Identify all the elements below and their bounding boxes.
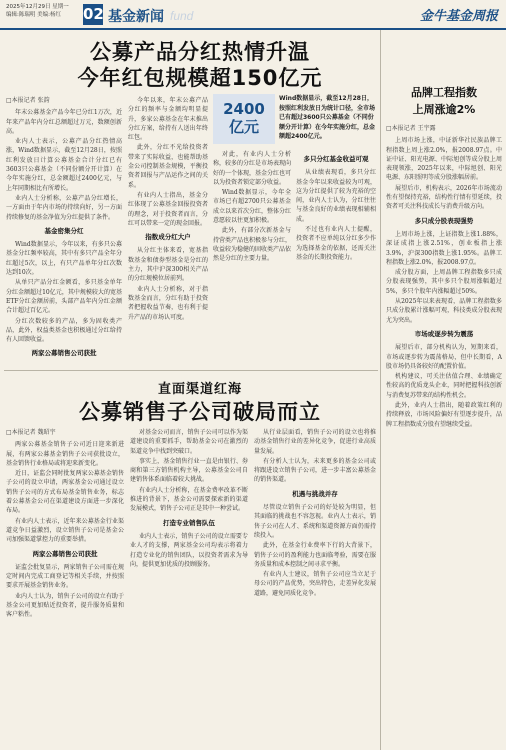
article1-column-3 <box>213 150 291 366</box>
paragraph: 上周市场上涨，上证指数上涨1.88%，深证成指上涨2.51%，创业板指上涨3.9%，沪深300指数上涨1.95%。品牌工程指数上涨2.0%，报2008.97点。 <box>386 230 502 266</box>
sidebar-body <box>386 124 502 746</box>
paragraph: 从分红主体来看，宽基指数基金和债券型基金是分红的主力，其中沪深300相关产品的分红规模位居前列。 <box>128 247 208 283</box>
subheading: 机遇与挑战并存 <box>292 489 338 498</box>
paragraph: 对此，有业内人士分析称，较多的分红是市场表现向好的一个体现，基金分红也可以为投资者锁定部分收益。 <box>213 151 291 186</box>
subheading: 指数成分红大户 <box>145 233 191 242</box>
paragraph: 今年以来，年末公募产品分红的频率与金额均明显提升，多家公募基金在年末推出分红方案，给持有人送出年终红包。 <box>128 97 208 142</box>
paragraph: 从行业层面看，销售子公司的设立也将推动基金销售行业的差异化竞争，促进行业高质量发展。 <box>254 429 376 455</box>
sidebar-title-line1: 品牌工程指数 <box>411 86 477 99</box>
article1-byline: □本报记者 张韵 <box>6 97 50 104</box>
subheading: 两家公募销售公司获批 <box>31 349 97 358</box>
section-title: 基金新闻 <box>108 9 164 25</box>
stat-highlight-box <box>213 94 275 144</box>
paragraph: 展望后市，部分机构认为，短期来看，市场或逐步转为震荡格局，但中长期看，A股市场仍具备较好的配置价值。 <box>386 344 502 370</box>
paragraph: 分红次数较多的产品，多为固收类产品，此外，权益类基金也积极通过分红给持有人回馈收益。 <box>6 317 122 344</box>
article2-headline-line1: 直面渠道红海 <box>157 382 242 397</box>
article1-column-4 <box>296 150 376 366</box>
paragraph: 证监会批复显示，两家销售子公司需在规定时间内完成工商登记等相关手续，并按照要求开展基金销售业务。 <box>6 563 124 590</box>
paragraph: 从业绩表现看，多只分红基金今年以来收益较为可观，这为分红提供了较为充裕的空间，业内人士认为，分红往往与基金良好的业绩表现相辅相成。 <box>296 169 376 223</box>
header-meta <box>6 3 69 19</box>
paragraph: 成分股方面，上周品牌工程指数多只成分股表现强势，其中多只个股周涨幅超过5%，多只个股年内涨幅超过50%。 <box>386 269 502 295</box>
paragraph: 业内人士认为，销售子公司的设立有助于基金公司更加贴近投资者，提升服务质量和客户粘性。 <box>6 592 124 619</box>
article2-byline: □本报记者 魏昭宇 <box>6 429 56 436</box>
paragraph: 事实上，基金销售行业一直是由银行、券商和第三方销售机构主导，公募基金公司自建销售体系面临着较大挑战。 <box>130 457 248 484</box>
paragraph: 此外，有部分次新基金与持营类产品也积极参与分红，收益较为稳健的固收类产品依然是分红的主要力量。 <box>213 227 291 263</box>
paragraph: Wind数据显示，今年以来，有多只公募基金分红频率较高，其中有多只产品全年分红超过5次，以上，有只产品单年分红次数达到10次。 <box>6 241 122 277</box>
paragraph: 业内人士表示，销售子公司的设立需要专业人才的支撑，两家基金公司均表示将着力打造专业化的销售团队，以投资者需求为导向，提供更加优质的投顾服务。 <box>130 532 248 568</box>
article-divider <box>4 370 378 371</box>
article2-column-2 <box>130 428 248 746</box>
paragraph: 此外，业内人士指出，随着政策红利的持续释放，市场风险偏好有望逐步提升，品牌工程指数成分股有望继续受益。 <box>386 402 502 428</box>
sidebar-byline: □本报记者 王宇露 <box>386 125 436 132</box>
page-header <box>0 0 506 30</box>
stat-number: 2400 <box>223 100 265 118</box>
article1-headline-line2: 今年红包规模超150亿元 <box>77 66 323 90</box>
article1-column-1 <box>6 96 122 366</box>
paragraph: 有业内人士分析称，在基金费率改革不断推进的背景下，基金公司需要探索新的渠道发展模式，销售子公司正是其中一种尝试。 <box>130 486 248 513</box>
paragraph: 有业内人士指出，基金分红体现了公募基金回报投资者的理念，对于投资者而言，分红可以带来一定的现金回报。 <box>128 191 208 227</box>
paragraph: 近日，证监会同时批复两家公募基金销售子公司的设立申请，两家基金公司通过设立销售子公司的方式布局基金销售业务，标志着公募基金公司在渠道建设方面进一步深化布局。 <box>6 470 124 515</box>
column-divider <box>380 30 381 750</box>
article2-column-3 <box>254 428 376 746</box>
sidebar-title-line2: 上周涨逾2% <box>412 103 476 116</box>
subheading: 市场或逐步转为震荡 <box>414 329 474 338</box>
stat-description: Wind数据显示，截至12月28日，按照红利发放日为统计口径，全市场已有超过3600只公募基金（不同份额分开计算）在今年实施分红，总金额超2400亿元。 <box>279 95 376 140</box>
article2-column-1 <box>6 428 124 746</box>
subheading: 打造专业销售队伍 <box>163 518 215 527</box>
paragraph: 有业内人士建议，销售子公司应当立足于母公司的产品优势，突出特色，走差异化发展道路，避免同质化竞争。 <box>254 571 376 597</box>
stat-unit: 亿元 <box>228 118 259 136</box>
paragraph: 业内人士分析称，公募产品分红增长，一方面由于年内市场的持续向好，另一方面持续修复的基金净值为分红提供了条件。 <box>6 194 122 221</box>
paragraph: 年末公募基金产品今年已分红1万次，近年来产品年内分红总额超过万元，数额创新高。 <box>6 109 122 135</box>
paragraph: 业内人士分析称，对于指数基金而言，分红有助于投资者把握收益节奏，也有利于提升产品的市场认可度。 <box>128 285 208 321</box>
paragraph: 尽管设立销售子公司的好处较为明显，但其面临的挑战也不容忽视。业内人士表示，销售子公司在人才、系统和渠道资源方面仍需持续投入。 <box>254 504 376 539</box>
paragraph: 上周市场上涨，中证新华社民族品牌工程指数上周上涨2.0%，报2008.97点。中证中证、阳光电源、中际旭创等成分股上周表现领涨，2025年以来，中际旭创、阳光电源、东阳照明等成分股涨幅居前。 <box>386 137 502 182</box>
paragraph: 对基金公司而言，销售子公司可以作为渠道建设的重要抓手，帮助基金公司在激烈的渠道竞争中找到突破口。 <box>130 429 248 455</box>
newspaper-name: 金牛基金周报 <box>419 9 498 24</box>
article1-column-2 <box>128 96 208 366</box>
editor-line: 编辑:陈瑞明 美编:杨红 <box>6 12 61 18</box>
paragraph: 不过也有业内人士提醒，投资者不应单纯以分红多少作为选择基金的依据，还需关注基金的长期投资能力。 <box>296 226 376 261</box>
subheading: 多只成分股表现强势 <box>414 216 474 225</box>
subheading: 基金密集分红 <box>44 226 84 235</box>
paragraph: 此外，在基金行业费率下行的大背景下，销售子公司的盈利能力也面临考验，需要在服务质量和成本控制之间寻求平衡。 <box>254 542 376 568</box>
paragraph: 机构建议，可关注估值合理、业绩确定性较高的优质龙头企业，同时把握科技创新与消费复苏带来的结构性机会。 <box>386 373 502 399</box>
paragraph: 从单只产品分红金额看，多只基金单年分红金额超过10亿元，其中规模较大的宽基ETF分红金额居前，头部产品年内分红金额合计超过百亿元。 <box>6 279 122 315</box>
subheading: 两家公募销售公司获批 <box>32 549 98 558</box>
article1-headline-line1: 公募产品分红热情升温 <box>90 40 310 64</box>
paragraph: 从2025年以来表现看，品牌工程指数多只成分股累计涨幅可观，科技类成分股表现尤为突出。 <box>386 298 502 324</box>
paragraph: 有分析人士认为，未来更多的基金公司或将跟进设立销售子公司，进一步丰富公募基金的销售渠道。 <box>254 457 376 484</box>
paragraph: 有业内人士表示，近年来公募基金行业渠道竞争日益激烈，设立销售子公司是基金公司加强渠道掌控力的重要举措。 <box>6 517 124 544</box>
paragraph: Wind数据显示，今年全市场已有超2700只公募基金成立以来首次分红，整体分红意愿较以往更加积极。 <box>213 189 291 225</box>
paragraph: 此外，分红不光给投资者带来了实际收益，也能帮助基金公司控制基金规模，平衡投资者回报与产品运作之间的关系。 <box>128 144 208 189</box>
paragraph: 展望后市，机构表示，2026年市场流动性有望保持充裕，结构性行情有望延续，投资者可关注科技成长与消费升级方向。 <box>386 184 502 211</box>
section-number: 02 <box>83 5 104 23</box>
date-line: 2025年12月29日 星期一 <box>6 4 69 10</box>
article2-headline-line2: 公募销售子公司破局而立 <box>79 400 321 424</box>
section-en: fund <box>170 9 194 23</box>
paragraph: 两家公募基金销售子公司近日迎来新进展，有两家公募基金销售子公司获批设立，基金销售行业格局或将迎来新变化。 <box>6 441 124 467</box>
paragraph: 业内人士表示，公募产品分红热情高涨，Wind数据显示，截至12月28日，按照红利发放日计算公募基金合计分红已有3603只公募基金（不同份额分开计算）在今年实施分红，总金额超过2400亿元，与上年同期相比有所增长。 <box>6 138 122 192</box>
subheading: 多只分红基金收益可观 <box>303 155 369 163</box>
